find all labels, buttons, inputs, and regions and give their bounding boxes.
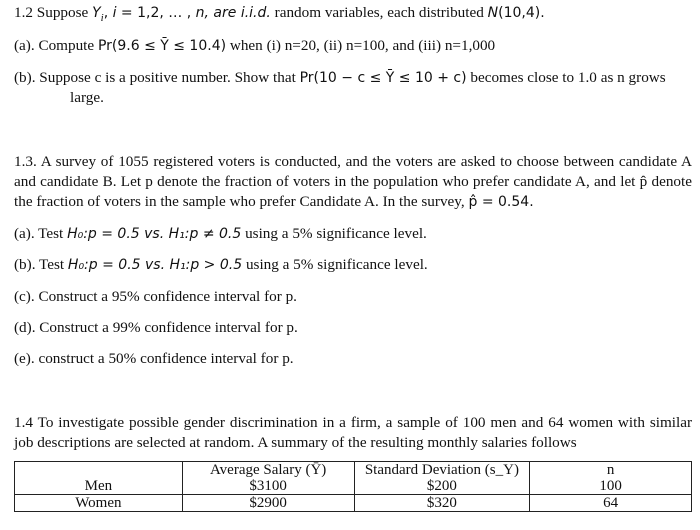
q12a-prefix: (a). Compute xyxy=(14,37,98,54)
table-row xyxy=(15,478,692,495)
q13b-prefix: (b). Test xyxy=(14,256,68,273)
q12b-suffix: becomes close to 1.0 as n grows xyxy=(466,69,666,86)
table-header-std-dev: Standard Deviation (s_Y) xyxy=(354,462,530,479)
q13-part-d: (d). Construct a 99% confidence interval for p. xyxy=(14,319,298,336)
distributed-phrase: random variables, each distributed xyxy=(270,4,488,21)
var-y: Y xyxy=(92,5,101,21)
q14-statement: 1.4 To investigate possible gender discrimination in a firm, a sample of 100 men and 64 women with similar job descriptions are selected at random. A summary of the resulting monthly salaries follows xyxy=(14,414,692,451)
q13-text: 1.3. A survey of 1055 registered voters is conducted, and the voters are asked to choose between candidate A and candidate B. Let p denote the fraction of voters in the population who prefer candidate A, and let p̂ denote the fraction of voters in the sample who prefer Candidate A. In the survey, xyxy=(14,153,692,210)
q13a-hypothesis: H₀:p = 0.5 vs. H₁:p ≠ 0.5 xyxy=(67,226,242,242)
q13a-suffix: using a 5% significance level. xyxy=(241,225,427,242)
iid-phrase: n, are i.i.d. xyxy=(195,5,271,21)
q12a-suffix: when (i) n=20, (ii) n=100, and (iii) n=1,000 xyxy=(226,37,496,54)
row-label-women: Women xyxy=(15,495,183,512)
cell-men-sd: $200 xyxy=(354,478,530,495)
q12b-line2: large. xyxy=(70,89,104,106)
cell-women-sd: $320 xyxy=(354,495,530,512)
table-row xyxy=(15,495,692,512)
row-label-men: Men xyxy=(15,478,183,495)
q13-statement xyxy=(14,152,692,212)
q13-part-c: (c). Construct a 95% confidence interval for p. xyxy=(14,288,297,305)
cell-women-n: 64 xyxy=(530,495,692,512)
comma: , xyxy=(103,5,113,21)
table-header-row xyxy=(15,462,692,479)
q13-part-a xyxy=(14,225,427,243)
q13b-hypothesis: H₀:p = 0.5 vs. H₁:p > 0.5 xyxy=(67,257,243,273)
q12a-prob: Pr(9.6 ≤ Ȳ ≤ 10.4) xyxy=(97,38,227,54)
q12b-prefix: (b). Suppose c is a positive number. Show that xyxy=(14,69,300,86)
cell-women-salary: $2900 xyxy=(182,495,354,512)
q12-part-a xyxy=(14,37,495,55)
cell-men-salary: $3100 xyxy=(182,478,354,495)
normal-n: N xyxy=(487,5,499,21)
q13-part-b xyxy=(14,256,428,274)
table-header-blank xyxy=(15,462,183,479)
table-header-n: n xyxy=(530,462,692,479)
salary-table xyxy=(14,461,692,512)
table-header-avg-salary: Average Salary (Ȳ) xyxy=(182,462,354,479)
q13a-prefix: (a). Test xyxy=(14,225,68,242)
normal-params: (10,4). xyxy=(498,5,545,21)
cell-men-n: 100 xyxy=(530,478,692,495)
q12-intro: 1.2 Suppose xyxy=(14,4,93,21)
sub-i: i xyxy=(100,12,104,25)
q12-part-b xyxy=(14,69,666,87)
q13b-suffix: using a 5% significance level. xyxy=(242,256,428,273)
q12b-prob: Pr(10 − c ≤ Ȳ ≤ 10 + c) xyxy=(299,70,467,86)
q13-phat-value: p̂ = 0.54. xyxy=(468,194,534,210)
var-i: i xyxy=(112,5,117,21)
q12-statement xyxy=(14,4,545,24)
index-range: = 1,2, … , xyxy=(116,5,196,21)
q13-part-e: (e). construct a 50% confidence interval for p. xyxy=(14,350,294,367)
